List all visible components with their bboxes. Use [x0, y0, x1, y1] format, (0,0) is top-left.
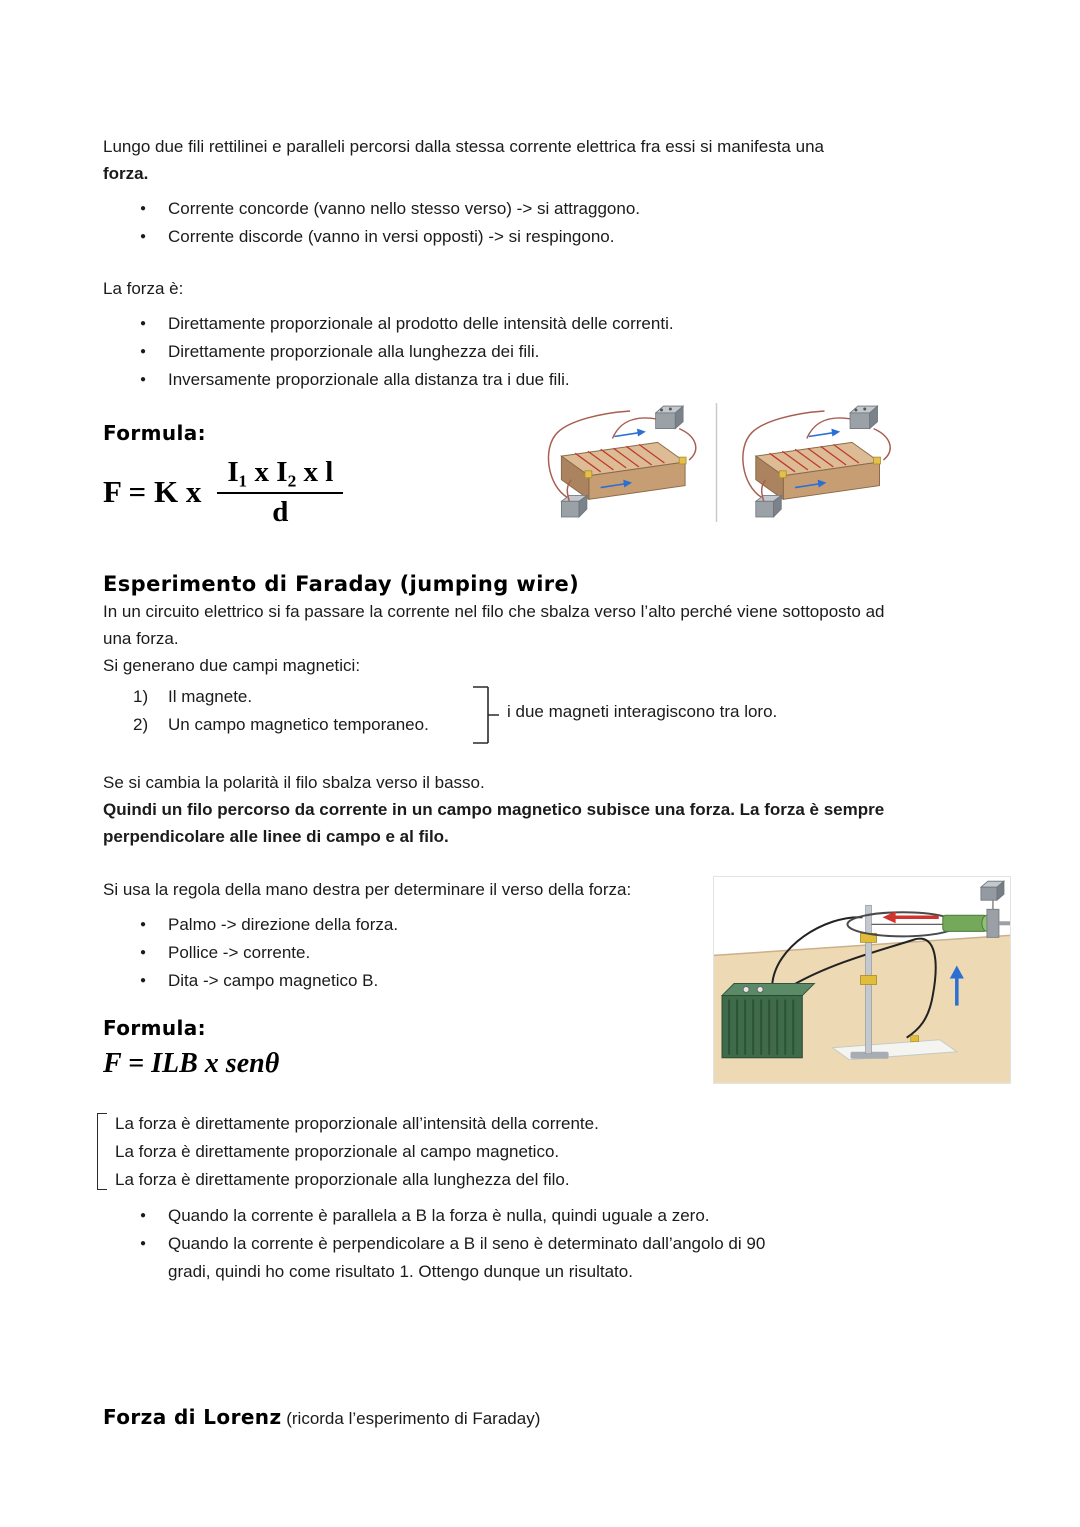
jumping-wire-formula: F = ILB x senθ	[103, 1048, 280, 1079]
faraday-paragraph-2: Si generano due campi magnetici:	[103, 656, 361, 675]
formula1-label: Formula:	[103, 421, 207, 445]
power-supply	[722, 984, 814, 1058]
bullet-item: ● Pollice -> corrente.	[103, 939, 963, 967]
bullet-item: ● Corrente discorde (vanno in versi opposti) -> si respingono.	[103, 223, 963, 251]
fraction-denominator: d	[272, 496, 289, 528]
lorenz-heading-line	[103, 1404, 973, 1432]
intro-bold-word: forza.	[103, 164, 149, 183]
battery-cube	[981, 881, 1004, 900]
bullet-item: ● Corrente concorde (vanno nello stesso verso) -> si attraggono.	[103, 195, 963, 223]
item-text: Il magnete.	[168, 687, 253, 706]
parallel-wires-figure	[528, 396, 906, 529]
regola-lead: Si usa la regola della mano destra per determinare il verso della forza:	[103, 880, 632, 899]
magnetic-fields-list	[103, 683, 985, 743]
magnet-holder	[987, 909, 999, 937]
proportionality-group	[103, 1110, 803, 1194]
grouping-brace	[471, 684, 501, 746]
jumping-wire-figure	[713, 876, 1011, 1084]
faraday-paragraph-1: In un circuito elettrico si fa passare la corrente nel filo che sbalza verso l’alto perché viene sottoposto ad una forza.	[103, 602, 885, 648]
proportionality-line: La forza è direttamente proporzionale al campo magnetico.	[115, 1142, 560, 1161]
bullet-item: ● Direttamente proporzionale alla lunghezza dei fili.	[103, 338, 963, 366]
item-number: 1)	[133, 687, 149, 706]
formula-lhs: F = K x	[103, 474, 202, 509]
formula-fraction	[217, 455, 343, 528]
forza-lead: La forza è:	[103, 279, 184, 298]
lorenz-heading: Forza di Lorenz	[103, 1405, 282, 1429]
bullet-item: ● Quando la corrente è perpendicolare a B il seno è determinato dall’angolo di 90 gradi, quindi ho come risultato 1. Ottengo dunque un risultato.	[103, 1230, 803, 1286]
bullet-item: ● Direttamente proporzionale al prodotto delle intensità delle correnti.	[103, 310, 963, 338]
knob	[757, 987, 763, 993]
intro-text: Lungo due fili rettilinei e paralleli percorsi dalla stessa corrente elettrica fra essi si manifesta una	[103, 137, 824, 156]
intro-paragraph	[103, 133, 973, 187]
knob	[743, 987, 749, 993]
forza-bullet-list	[103, 310, 985, 394]
intro-bullet-list	[103, 195, 985, 251]
faraday-paragraph-3: Se si cambia la polarità il filo sbalza verso il basso.	[103, 773, 485, 792]
item-number: 2)	[133, 715, 149, 734]
brace-note: i due magneti interagiscono tra loro.	[507, 702, 778, 721]
clamp	[860, 975, 876, 984]
bullet-item: ● Palmo -> direzione della forza.	[103, 911, 963, 939]
connector	[911, 1036, 919, 1042]
special-cases-list	[103, 1202, 985, 1286]
bullet-item: ● Dita -> campo magnetico B.	[103, 967, 963, 995]
bullet-item: ● Quando la corrente è parallela a B la forza è nulla, quindi uguale a zero.	[103, 1202, 803, 1230]
faraday-heading: Esperimento di Faraday (jumping wire)	[103, 572, 580, 596]
lorenz-note: (ricorda l’esperimento di Faraday)	[286, 1409, 541, 1428]
formula2-label: Formula:	[103, 1016, 207, 1040]
magnet	[943, 915, 992, 931]
fraction-numerator: I₁ x I₂ x l	[217, 455, 343, 494]
proportionality-line: La forza è direttamente proporzionale all’intensità della corrente.	[115, 1114, 599, 1133]
item-text: Un campo magnetico temporaneo.	[168, 715, 429, 734]
faraday-paragraph-4: Quindi un filo percorso da corrente in un campo magnetico subisce una forza. La forza è sempre perpendicolare alle linee di campo e al filo.	[103, 800, 885, 846]
bullet-item: ● Inversamente proporzionale alla distanza tra i due fili.	[103, 366, 963, 394]
proportionality-line: La forza è direttamente proporzionale alla lunghezza del filo.	[115, 1170, 570, 1189]
